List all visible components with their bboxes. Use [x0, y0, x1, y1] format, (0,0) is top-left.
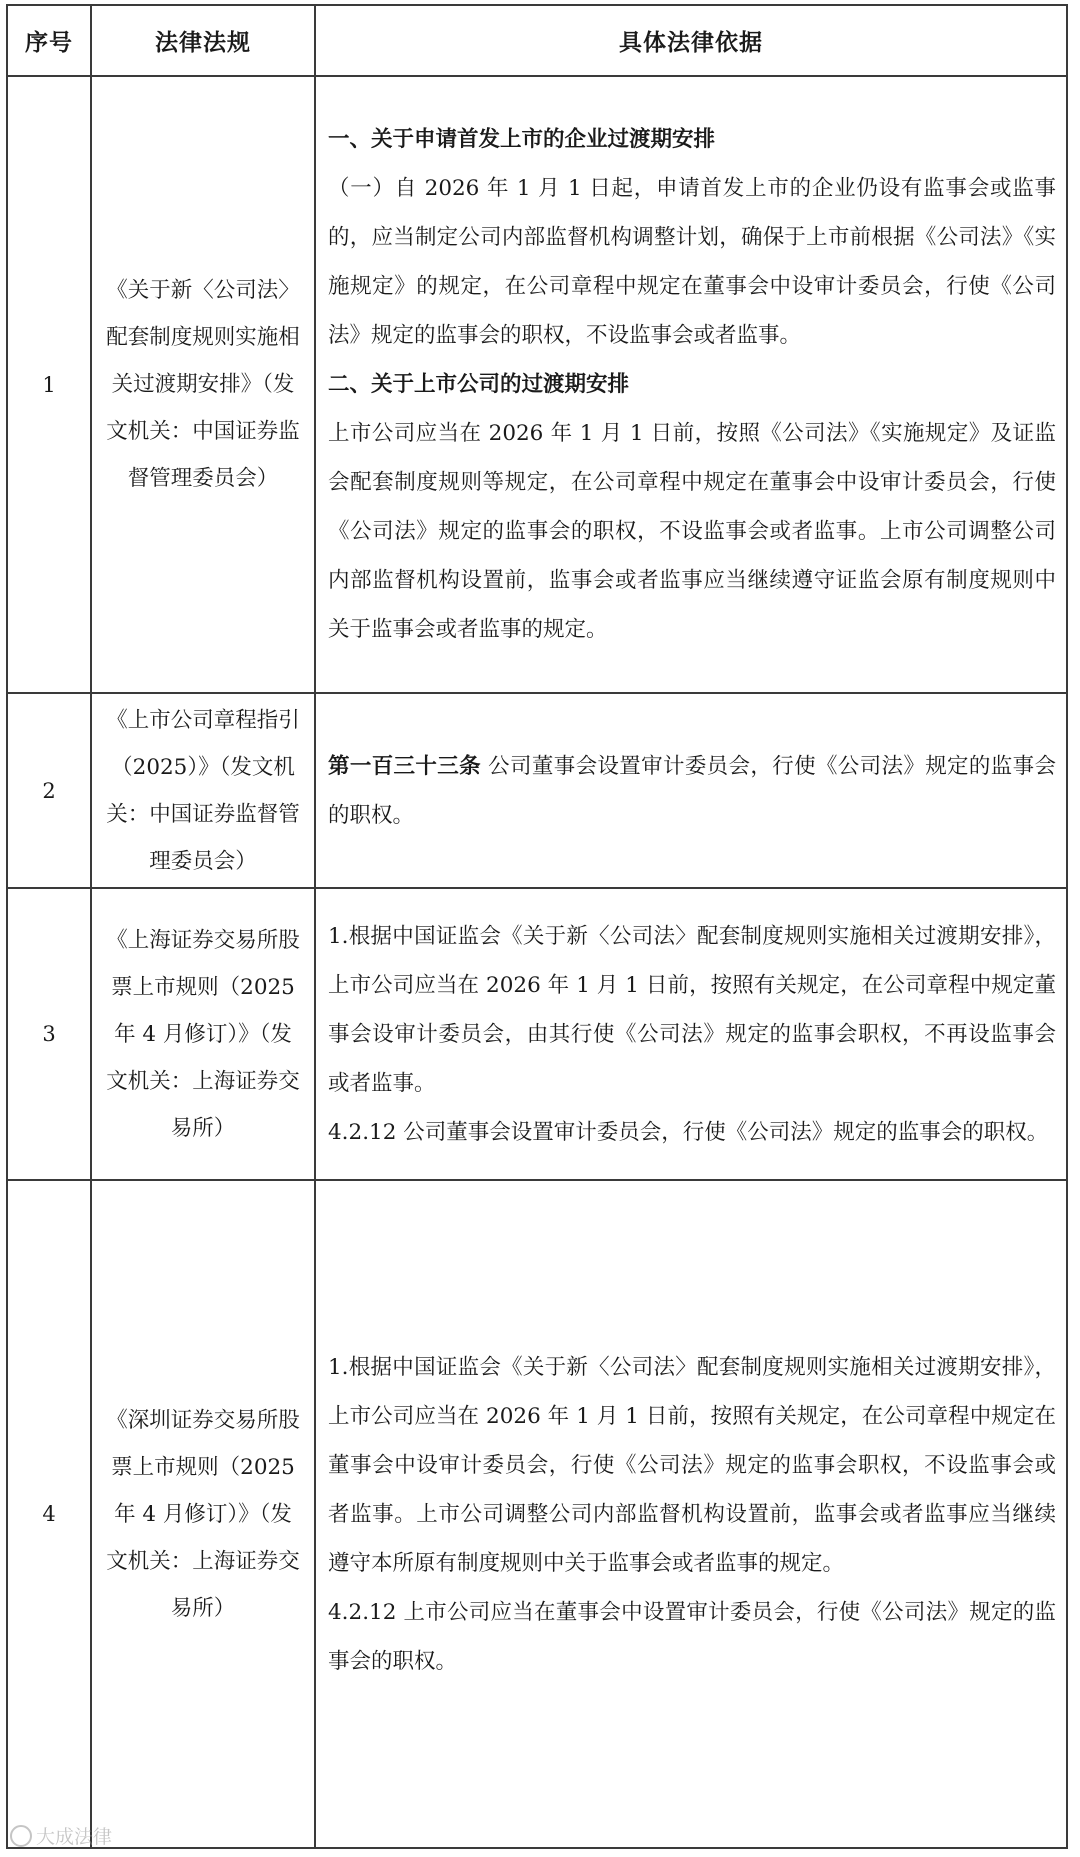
watermark	[10, 1822, 112, 1849]
law-name: 《关于新〈公司法〉配套制度规则实施相关过渡期安排》（发文机关：中国证券监督管理委员会）	[91, 76, 315, 693]
law-table	[6, 4, 1068, 1849]
basis-paragraph: 4.2.12 公司董事会设置审计委员会，行使《公司法》规定的监事会的职权。	[328, 1119, 1049, 1145]
law-name: 《上海证券交易所股票上市规则（2025 年 4 月修订）》（发文机关：上海证券交易所）	[91, 888, 315, 1181]
section-heading: 二、关于上市公司的过渡期安排	[328, 372, 630, 398]
basis-paragraph: 1.根据中国证监会《关于新〈公司法〉配套制度规则实施相关过渡期安排》，上市公司应当在 2026 年 1 月 1 日前，按照有关规定，在公司章程中规定董事会设审计委员会，由其行使《公司法》规定的监事会职权，不再设监事会或者监事。	[328, 923, 1056, 1096]
table-row	[7, 76, 1067, 693]
law-name: 《深圳证券交易所股票上市规则（2025 年 4 月修订）》（发文机关：上海证券交易所）	[91, 1180, 315, 1848]
basis-paragraph	[328, 742, 1056, 840]
article-number: 第一百三十三条	[328, 753, 481, 779]
legal-basis	[315, 693, 1067, 887]
basis-paragraph: 1.根据中国证监会《关于新〈公司法〉配套制度规则实施相关过渡期安排》，上市公司应当在 2026 年 1 月 1 日前，按照有关规定，在公司章程中规定在董事会中设审计委员会，行使《公司法》规定的监事会职权，不设监事会或者监事。上市公司调整公司内部监督机构设置前，监事会或者监事应当继续遵守本所原有制度规则中关于监事会或者监事的规定。	[328, 1354, 1056, 1576]
legal-basis	[315, 76, 1067, 693]
basis-paragraph: 4.2.12 上市公司应当在董事会中设置审计委员会，行使《公司法》规定的监事会的职权。	[328, 1599, 1056, 1674]
table-row	[7, 888, 1067, 1181]
watermark-text: 大成法律	[36, 1826, 113, 1848]
header-law: 法律法规	[91, 5, 315, 76]
table-row	[7, 693, 1067, 887]
basis-paragraph: （一）自 2026 年 1 月 1 日起，申请首发上市的企业仍设有监事会或监事的，应当制定公司内部监督机构调整计划，确保于上市前根据《公司法》《实施规定》的规定，在公司章程中规定在董事会中设审计委员会，行使《公司法》规定的监事会的职权，不设监事会或者监事。	[328, 176, 1056, 349]
row-number: 3	[7, 888, 91, 1181]
row-number: 2	[7, 693, 91, 887]
section-heading: 一、关于申请首发上市的企业过渡期安排	[328, 127, 716, 153]
row-number: 4	[7, 1180, 91, 1848]
article-text: 公司董事会设置审计委员会，行使《公司法》规定的监事会的职权。	[328, 753, 1056, 828]
row-number: 1	[7, 76, 91, 693]
logo-icon	[10, 1825, 32, 1847]
header-row	[7, 5, 1067, 76]
legal-basis	[315, 1180, 1067, 1848]
table-row	[7, 1180, 1067, 1848]
header-no: 序号	[7, 5, 91, 76]
basis-paragraph: 上市公司应当在 2026 年 1 月 1 日前，按照《公司法》《实施规定》及证监会配套制度规则等规定，在公司章程中规定在董事会中设审计委员会，行使《公司法》规定的监事会的职权，不设监事会或者监事。上市公司调整公司内部监督机构设置前，监事会或者监事应当继续遵守证监会原有制度规则中关于监事会或者监事的规定。	[328, 421, 1056, 643]
header-basis: 具体法律依据	[315, 5, 1067, 76]
law-name: 《上市公司章程指引（2025）》（发文机关：中国证券监督管理委员会）	[91, 693, 315, 887]
legal-basis	[315, 888, 1067, 1181]
